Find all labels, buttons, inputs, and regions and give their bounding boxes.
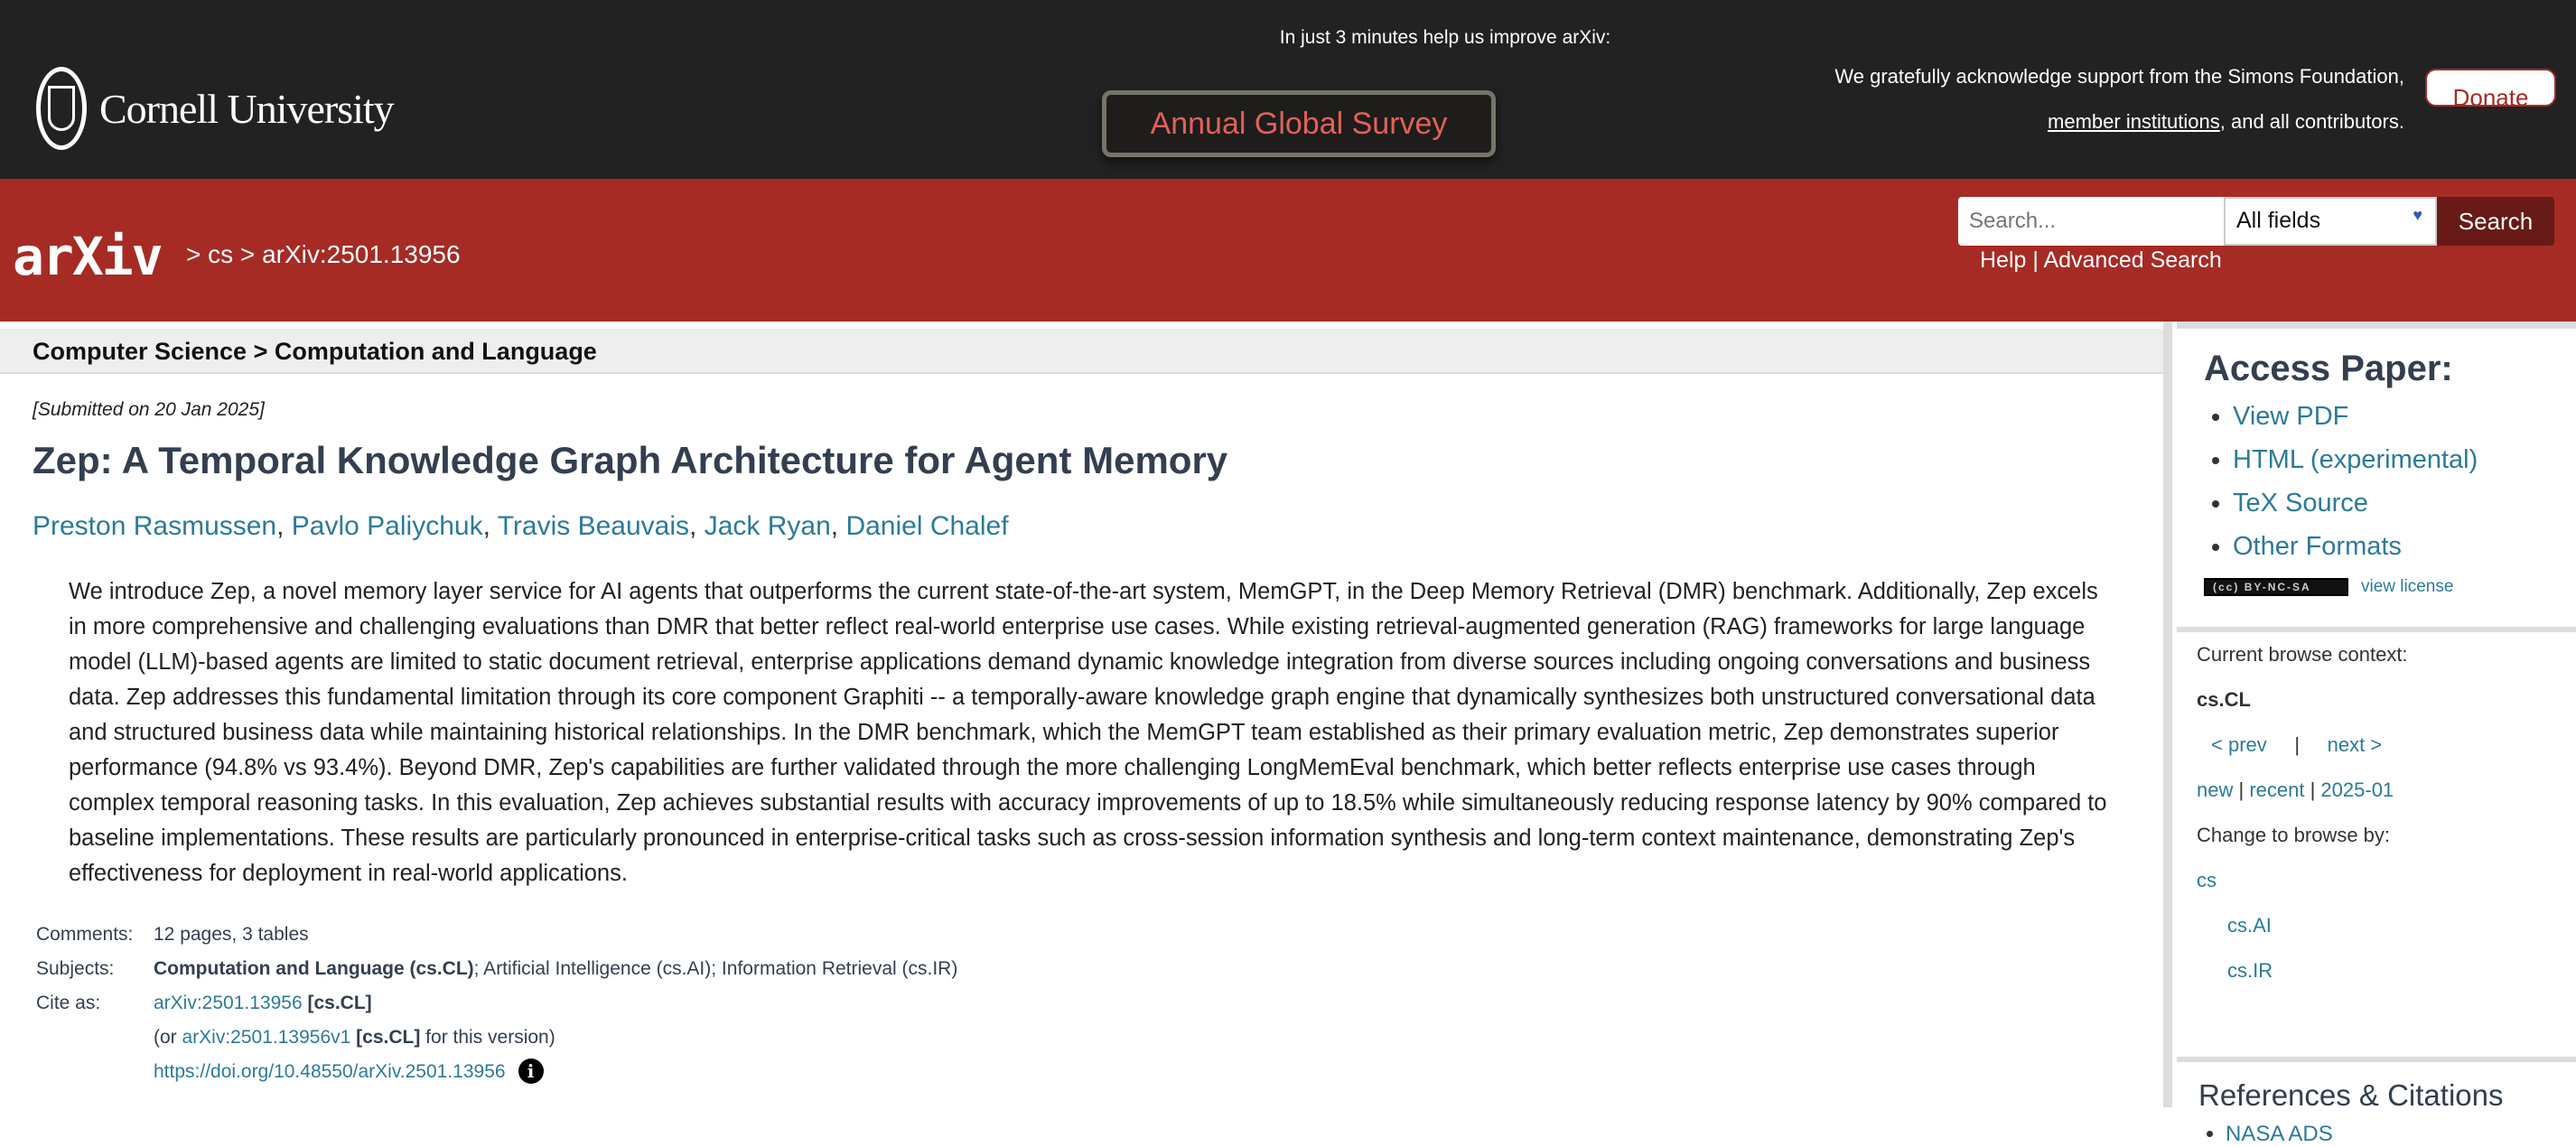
search-input[interactable] bbox=[1958, 197, 2224, 246]
abstract: We introduce Zep, a novel memory layer service for AI agents that outperforms the current state-of-the-art system, MemGPT, in the Deep Memory Retrieval (DMR) benchmark. Additionally, Zep excels in more comprehensive and challenging evaluations than DMR that better reflect real-world enterprise use cases. While existing retrieval-augmented generation (RAG) frameworks for large language model (LLM)-based agents are limited to static document retrieval, enterprise applications demand dynamic knowledge integration from diverse sources including ongoing conversations and business data. Zep addresses this fundamental limitation through its core component Graphiti -- a temporally-aware knowledge graph engine that dynamically synthesizes both unstructured conversational data and structured business data while maintaining historical relationships. In the DMR benchmark, which the MemGPT team established as their primary evaluation metric, Zep demonstrates superior performance (94.8% vs 93.4%). Beyond DMR, Zep's capabilities are further validated through the more challenging LongMemEval benchmark, which better reflects enterprise use cases through complex temporal reasoning tasks. In this evaluation, Zep achieves substantial results with accuracy improvements of up to 18.5% while simultaneously reducing response latency by 90% compared to baseline implementations. These results are particularly pronounced in enterprise-critical tasks such as cross-session information synthesis and long-term context maintenance, demonstrating Zep's effectiveness for deployment in real-world applications. bbox=[69, 579, 2107, 886]
sidebar bbox=[2177, 322, 2576, 1146]
info-icon[interactable]: i bbox=[518, 1058, 544, 1084]
acknowledgement: We gratefully acknowledge support from the Simons Foundation, member institutions, and all contributors. bbox=[1834, 65, 2404, 133]
tex-source-link[interactable]: TeX Source bbox=[2233, 489, 2368, 518]
month-link[interactable]: 2025-01 bbox=[2320, 779, 2394, 801]
header bbox=[0, 179, 2576, 322]
cc-license-icon[interactable]: (cc) BY-NC-SA bbox=[2204, 578, 2348, 596]
cite-v1-link[interactable]: arXiv:2501.13956v1 bbox=[182, 1027, 351, 1048]
breadcrumb: > cs > arXiv:2501.13956 bbox=[186, 240, 461, 268]
survey-button[interactable]: Annual Global Survey bbox=[1102, 90, 1496, 157]
author-link[interactable]: Preston Rasmussen bbox=[33, 511, 277, 541]
author-link[interactable]: Travis Beauvais bbox=[497, 511, 690, 541]
nasa-ads-link[interactable]: NASA ADS bbox=[2226, 1122, 2333, 1146]
browse-context: cs.CL bbox=[2197, 688, 2251, 711]
help-links: Help | Advanced Search bbox=[1980, 247, 2222, 273]
search-form bbox=[1958, 197, 2554, 246]
references-title: References & Citations bbox=[2198, 1078, 2504, 1112]
references-box bbox=[2177, 1062, 2576, 1146]
search-button[interactable]: Search bbox=[2437, 197, 2554, 246]
survey-message: In just 3 minutes help us improve arXiv: bbox=[1279, 27, 1611, 48]
arxiv-logo[interactable]: arXiv bbox=[13, 226, 162, 287]
access-paper-box bbox=[2177, 329, 2576, 627]
author-link[interactable]: Daniel Chalef bbox=[845, 511, 1009, 541]
access-paper-title: Access Paper: bbox=[2204, 349, 2453, 388]
next-link[interactable]: next > bbox=[2327, 733, 2383, 756]
main-content bbox=[0, 322, 2172, 1107]
doi-link[interactable]: https://doi.org/10.48550/arXiv.2501.13956 bbox=[154, 1061, 506, 1082]
chevron-down-icon: ♥ bbox=[2413, 206, 2422, 224]
page-title: Zep: A Temporal Knowledge Graph Architecture for Agent Memory bbox=[33, 439, 1228, 481]
new-link[interactable]: new bbox=[2197, 779, 2234, 801]
breadcrumb-cs[interactable]: cs bbox=[208, 240, 234, 268]
field-select[interactable]: All fields ♥ bbox=[2224, 197, 2437, 246]
submission-date: [Submitted on 20 Jan 2025] bbox=[33, 399, 265, 420]
author-link[interactable]: Pavlo Paliychuk bbox=[291, 511, 483, 541]
advanced-search-link[interactable]: Advanced Search bbox=[2043, 247, 2222, 273]
donate-button[interactable]: Donate bbox=[2425, 69, 2556, 107]
category-header: Computer Science > Computation and Language bbox=[0, 329, 2163, 374]
cite-link[interactable]: arXiv:2501.13956 bbox=[154, 993, 303, 1013]
browse-cs-link[interactable]: cs bbox=[2197, 869, 2217, 891]
other-formats-link[interactable]: Other Formats bbox=[2233, 532, 2402, 561]
top-banner bbox=[0, 0, 2576, 179]
authors: Preston Rasmussen, Pavlo Paliychuk, Travis Beauvais, Jack Ryan, Daniel Chalef bbox=[33, 511, 1009, 541]
browse-box: Current browse context: cs.CL < prev | next > new | recent | 2025-01 Change to browse by: cs cs.AI cs.IR bbox=[2177, 632, 2576, 1057]
cornell-logo[interactable]: Cornell University bbox=[36, 67, 394, 150]
view-license-link[interactable]: view license bbox=[2361, 577, 2454, 596]
help-link[interactable]: Help bbox=[1980, 247, 2027, 273]
browse-cs-ai-link[interactable]: cs.AI bbox=[2227, 914, 2272, 937]
author-link[interactable]: Jack Ryan bbox=[704, 511, 831, 541]
metadata-table: Comments: 12 pages, 3 tables Subjects: Computation and Language (cs.CL); Artificial Intelligence (cs.AI); Information Retrieval (cs.IR) Cite as: arXiv:2501.13956 [cs.CL] (or arXiv:2501.13956v1 [cs.CL] for this version) https://doi.org/10.48550/arXiv.2501.13956 i bbox=[36, 918, 957, 1089]
html-link[interactable]: HTML (experimental) bbox=[2233, 445, 2478, 474]
view-pdf-link[interactable]: View PDF bbox=[2233, 402, 2349, 431]
prev-link[interactable]: < prev bbox=[2211, 733, 2267, 756]
cornell-seal-icon bbox=[36, 67, 87, 150]
browse-cs-ir-link[interactable]: cs.IR bbox=[2227, 959, 2273, 982]
member-institutions-link[interactable]: member institutions bbox=[2048, 110, 2220, 133]
comments: 12 pages, 3 tables bbox=[154, 924, 309, 945]
breadcrumb-paper: arXiv:2501.13956 bbox=[262, 240, 461, 268]
recent-link[interactable]: recent bbox=[2249, 779, 2305, 801]
